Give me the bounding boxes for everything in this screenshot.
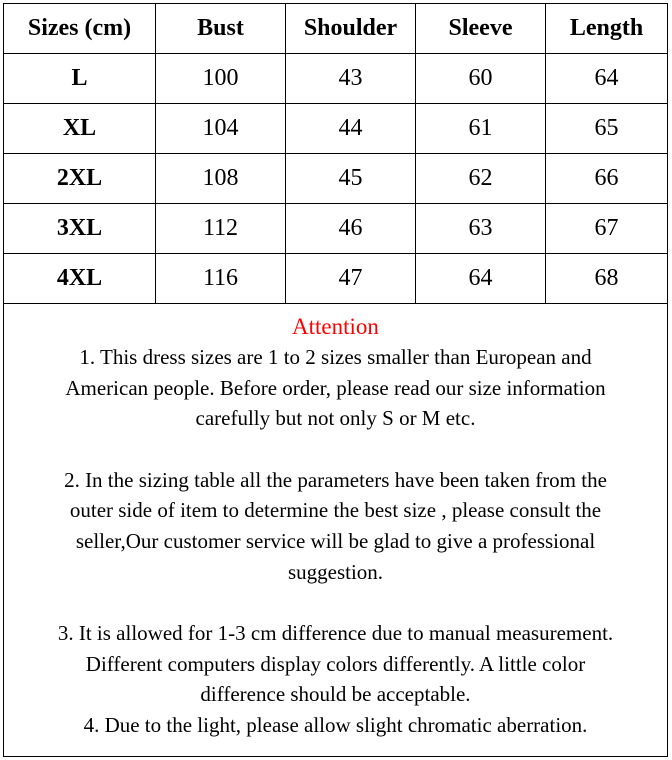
header-length: Length	[546, 4, 668, 54]
bust-cell: 112	[156, 204, 286, 254]
note-4-line: 4. Due to the light, please allow slight chromatic aberration.	[83, 713, 588, 738]
note-3-line: 3. It is allowed for 1-3 cm difference due to manual measurement.	[57, 620, 614, 645]
header-shoulder: Shoulder	[286, 4, 416, 54]
size-chart-document	[3, 3, 668, 757]
sleeve-cell: 61	[416, 104, 546, 154]
attention-title: Attention	[292, 314, 379, 339]
length-cell: 65	[546, 104, 668, 154]
bust-cell: 104	[156, 104, 286, 154]
note-2-line: suggestion.	[287, 559, 384, 584]
sleeve-cell: 60	[416, 54, 546, 104]
shoulder-cell: 46	[286, 204, 416, 254]
paragraph-spacer	[4, 587, 667, 618]
bust-cell: 116	[156, 254, 286, 304]
note-3-line: Different computers display colors differently. A little color	[85, 651, 586, 676]
note-3-line: difference should be acceptable.	[200, 682, 471, 707]
header-sizes: Sizes (cm)	[4, 4, 156, 54]
size-cell: 4XL	[4, 254, 156, 304]
note-2-line: outer side of item to determine the best size , please consult the	[69, 498, 602, 523]
table-header-row	[4, 4, 668, 54]
attention-notes	[4, 312, 667, 741]
table-row	[4, 204, 668, 254]
length-cell: 64	[546, 54, 668, 104]
note-2-line: 2. In the sizing table all the parameters have been taken from the	[64, 467, 607, 492]
length-cell: 68	[546, 254, 668, 304]
bust-cell: 100	[156, 54, 286, 104]
table-row	[4, 104, 668, 154]
size-cell: L	[4, 54, 156, 104]
shoulder-cell: 43	[286, 54, 416, 104]
sleeve-cell: 63	[416, 204, 546, 254]
table-row	[4, 54, 668, 104]
note-2-line: seller,Our customer service will be glad to give a professional	[75, 529, 596, 554]
paragraph-spacer	[4, 434, 667, 465]
table-row	[4, 254, 668, 304]
header-sleeve: Sleeve	[416, 4, 546, 54]
size-cell: XL	[4, 104, 156, 154]
sleeve-cell: 64	[416, 254, 546, 304]
note-1-line: carefully but not only S or M etc.	[195, 406, 476, 431]
shoulder-cell: 45	[286, 154, 416, 204]
size-cell: 3XL	[4, 204, 156, 254]
length-cell: 66	[546, 154, 668, 204]
sleeve-cell: 62	[416, 154, 546, 204]
shoulder-cell: 44	[286, 104, 416, 154]
header-bust: Bust	[156, 4, 286, 54]
shoulder-cell: 47	[286, 254, 416, 304]
note-1-line: 1. This dress sizes are 1 to 2 sizes smaller than European and	[79, 345, 592, 369]
length-cell: 67	[546, 204, 668, 254]
note-1-line: American people. Before order, please read our size information	[65, 375, 606, 400]
size-table	[3, 3, 668, 304]
table-row	[4, 154, 668, 204]
bust-cell: 108	[156, 154, 286, 204]
size-cell: 2XL	[4, 154, 156, 204]
